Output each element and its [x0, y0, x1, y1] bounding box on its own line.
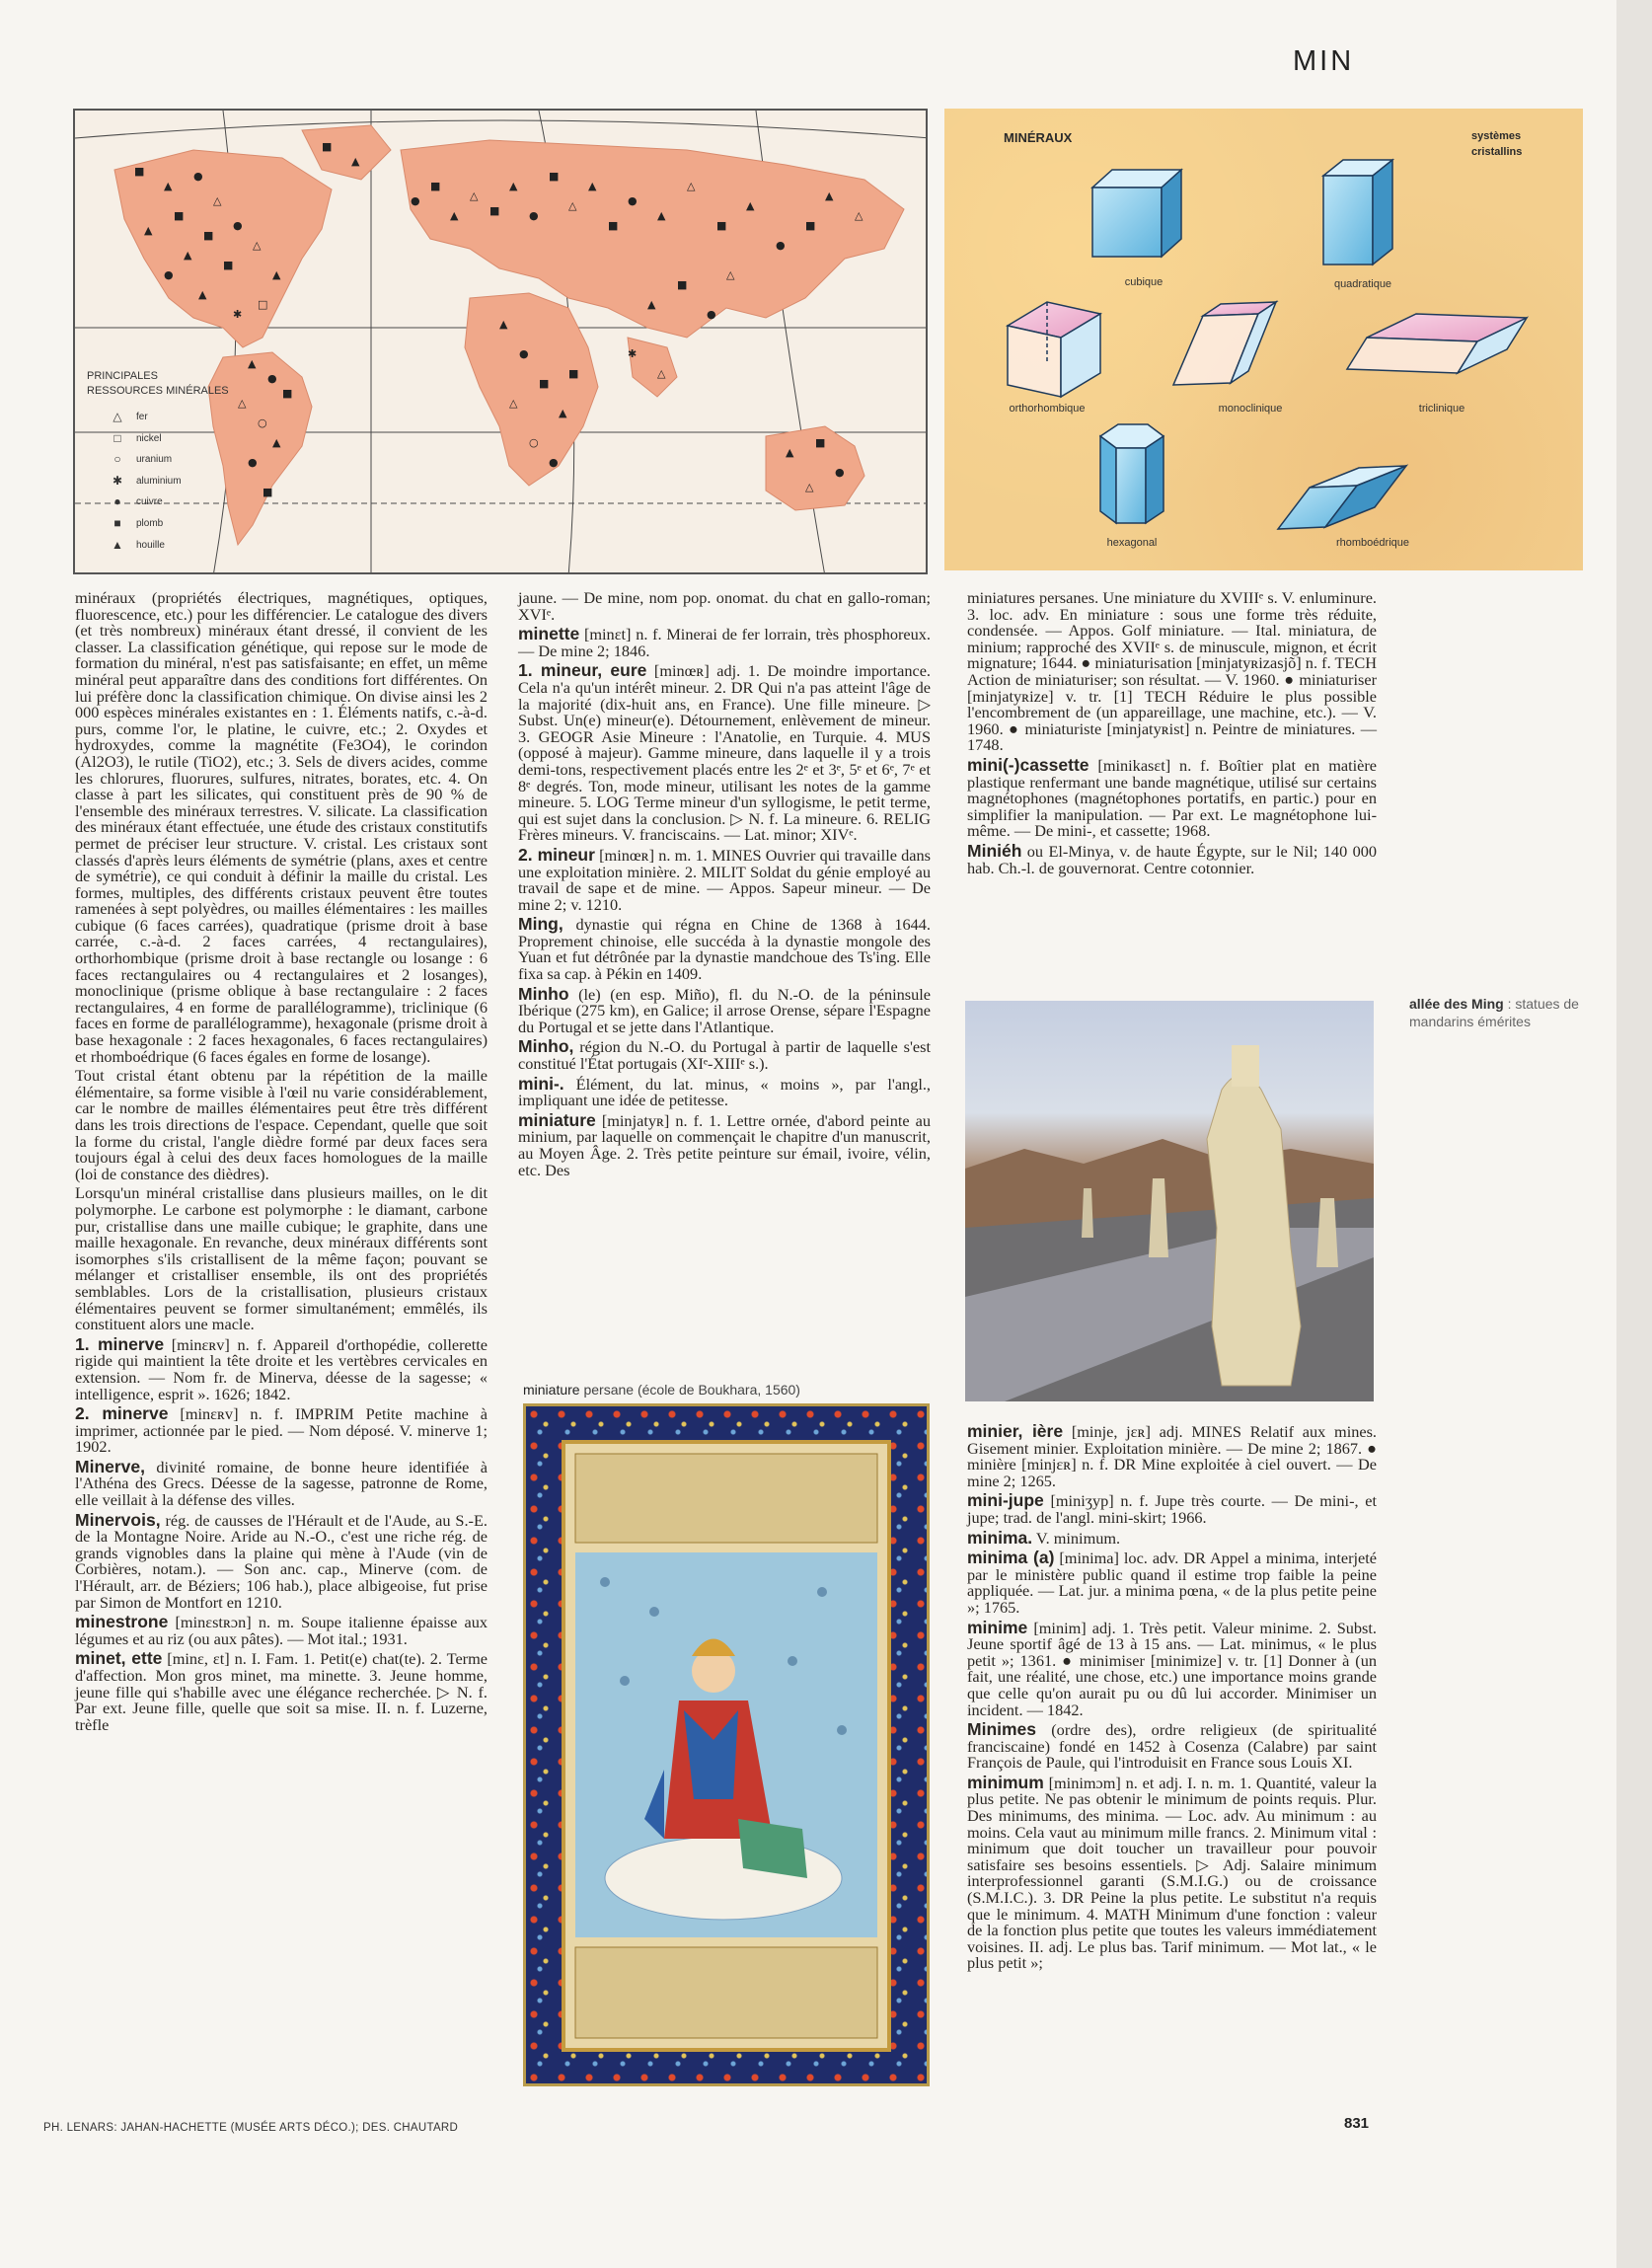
crystals-title: MINÉRAUX	[1004, 130, 1073, 145]
crystal-drawings	[944, 109, 1583, 570]
svg-text:▲: ▲	[248, 357, 257, 370]
page-edge-shadow	[1616, 0, 1652, 2268]
dictionary-entry	[518, 1073, 931, 1110]
legend-label: aluminium	[136, 475, 182, 487]
dictionary-entry	[967, 1423, 1377, 1489]
svg-text:△: △	[657, 367, 666, 380]
svg-text:●: ●	[707, 308, 716, 321]
headword: mini(-)cassette	[967, 754, 1089, 775]
dictionary-entry	[967, 590, 1377, 754]
lead-symbol-icon: ■	[113, 515, 121, 530]
miniature-figure	[565, 1444, 887, 2048]
dictionary-entry	[518, 626, 931, 659]
definition: [minɛʀv] n. f. Appareil d'orthopédie, collerette rigide qui maintient la tête droite et les vertèbres cervicales en extension. — Nom fr. de Minerva, déesse de la sagesse; « intelligence, esprit ». 1626; 1842.	[75, 1334, 488, 1403]
svg-text:△: △	[470, 189, 479, 202]
photo-credit: PH. LENARS: JAHAN-HACHETTE (MUSÉE ARTS DÉCO.); DES. CHAUTARD	[43, 2122, 459, 2134]
text-column-1	[75, 590, 488, 1736]
nickel-symbol-icon: □	[113, 430, 121, 445]
text-column-2	[518, 590, 931, 1181]
svg-text:●: ●	[193, 170, 203, 183]
dictionary-entry	[75, 1650, 488, 1733]
svg-text:▲: ▲	[450, 209, 459, 222]
svg-text:●: ●	[628, 194, 638, 207]
dictionary-entry	[518, 844, 931, 914]
dictionary-entry	[518, 1038, 931, 1072]
ming-photo-drawing	[965, 1001, 1374, 1401]
caption-monoclinique: monoclinique	[1218, 403, 1283, 415]
legend-label: nickel	[136, 432, 162, 444]
entry-list	[518, 590, 931, 1178]
headword: minimum	[967, 1772, 1044, 1792]
svg-text:△: △	[726, 268, 735, 281]
caption-rest: : statues de mandarins émérites	[1409, 996, 1579, 1029]
svg-text:△: △	[568, 199, 577, 212]
dictionary-entry	[75, 1405, 488, 1456]
dictionary-entry	[967, 1617, 1377, 1719]
crystals-subtitle-line2: cristallins	[1471, 146, 1523, 158]
dictionary-entry	[518, 1109, 931, 1179]
legend-item	[109, 471, 229, 492]
legend-label: fer	[136, 412, 148, 422]
headword: mini-jupe	[967, 1490, 1044, 1511]
dictionary-entry	[518, 662, 931, 844]
svg-text:●: ●	[835, 466, 845, 479]
definition: [minɛt] n. f. Minerai de fer lorrain, très phosphoreux. — De mine 2; 1846.	[518, 625, 931, 660]
svg-text:■: ■	[549, 170, 560, 183]
headword: 1. mineur, eure	[518, 660, 647, 681]
svg-text:■: ■	[677, 278, 688, 291]
page-number: 831	[1344, 2115, 1370, 2132]
svg-text:▲: ▲	[351, 155, 360, 168]
crystal-cubique	[1092, 170, 1181, 257]
crystal-hexagonal	[1100, 424, 1164, 523]
caption-orthorhombique: orthorhombique	[1009, 403, 1086, 415]
definition: région du N.-O. du Portugal à partir de laquelle s'est constitué l'État portugais (XIᵉ-XIIIᵉ s.).	[518, 1037, 931, 1074]
definition: [minje, jɛʀ] adj. MINES Relatif aux mines. Gisement minier. Exploitation minière. — De mine 2; 1867. ● minière [minjɛʀ] n. f. DR Mine exploitée à ciel ouvert. — De mine 2; 1265.	[967, 1422, 1377, 1490]
legend-item	[109, 428, 229, 450]
legend-title-line2: RESSOURCES MINÉRALES	[87, 385, 229, 397]
legend-label: houille	[136, 539, 165, 551]
dictionary-entry	[75, 1456, 488, 1510]
headword: Miniéh	[967, 840, 1022, 861]
svg-text:●: ●	[233, 219, 243, 232]
crystal-orthorhombique	[1008, 302, 1100, 397]
crystals-subtitle-line1: systèmes	[1471, 130, 1522, 142]
svg-text:●: ●	[248, 456, 258, 469]
running-head: MIN	[1293, 45, 1355, 77]
headword: minier, ière	[967, 1421, 1064, 1441]
definition: [miniʒyp] n. f. Jupe très courte. — De mini-, et jupe; trad. de l'angl. mini-skirt; 1966.	[967, 1491, 1377, 1527]
definition: [minima] loc. adv. DR Appel a minima, interjeté par le ministère public quand il estime trop faible la peine appliquée. — Lat. jur. a minima pœna, « de la plus petite peine »; 1765.	[967, 1549, 1377, 1617]
svg-text:○: ○	[529, 436, 539, 449]
legend-label: cuivre	[136, 496, 163, 508]
svg-text:●: ●	[549, 456, 559, 469]
headword: Minerve,	[75, 1456, 145, 1476]
headword: Minho,	[518, 1036, 574, 1057]
headword: 2. minerve	[75, 1403, 169, 1424]
definition: [minœʀ] n. m. 1. MINES Ouvrier qui travaille dans une exploitation minière. 2. MILIT Soldat du génie employé au travail de sape et de mine. — Appos. Sapeur mineur. — De mine 2; v. 1210.	[518, 845, 931, 914]
definition: V. minimum.	[1032, 1528, 1121, 1548]
caption-bold: miniature	[523, 1382, 580, 1398]
dictionary-entry	[75, 1614, 488, 1647]
definition: rég. de causses de l'Hérault et de l'Aude, au S.-E. de la Montagne Noire. Aride au N.-O., c'est une riche rég. de grands vignobles dans la plaine qui mène à l'Aude (vin de Corbières, notam.). — Son anc. cap., Minerve (com. de l'Hérault, arr. de Béziers; 106 hab.), place albigeoise, fut prise par Simon de Montfort en 1210.	[75, 1510, 488, 1612]
caption-hexagonal: hexagonal	[1106, 537, 1158, 549]
definition: jaune. — De mine, nom pop. onomat. du chat en gallo-roman; XVIᵉ.	[518, 588, 931, 624]
definition: [minikasɛt] n. f. Boîtier plat en matière plastique renfermant une bande magnétique, utilisé sur certains magnétophones (magnétophones portatifs, en partic.) pour en simplifier la manipulation. — Par ext. Le magnétophone lui-même. — De mini-, et cassette; 1968.	[967, 755, 1377, 841]
headword: minima (a)	[967, 1548, 1055, 1568]
dictionary-entry	[518, 916, 931, 982]
headword: mini-.	[518, 1073, 564, 1094]
svg-text:■: ■	[805, 219, 816, 232]
svg-text:■: ■	[322, 140, 333, 153]
headword: minette	[518, 624, 580, 644]
svg-text:▲: ▲	[499, 318, 508, 331]
entry-list	[967, 590, 1377, 876]
svg-text:△: △	[213, 194, 222, 207]
svg-text:■: ■	[134, 165, 145, 178]
svg-text:▲: ▲	[198, 288, 207, 301]
persian-miniature-image	[523, 1403, 930, 2086]
svg-text:▲: ▲	[272, 268, 281, 281]
dictionary-entry	[518, 590, 931, 623]
svg-text:▲: ▲	[825, 189, 834, 202]
headword: 1. minerve	[75, 1333, 165, 1354]
svg-text:△: △	[855, 209, 864, 222]
svg-text:■: ■	[568, 367, 579, 380]
caption-rhomboedrique: rhomboédrique	[1336, 537, 1409, 549]
svg-text:●: ●	[529, 209, 539, 222]
crystal-triclinique	[1347, 314, 1527, 373]
svg-text:▲: ▲	[647, 298, 656, 311]
svg-text:●: ●	[267, 372, 277, 385]
svg-text:●: ●	[164, 268, 174, 281]
uranium-symbol-icon: ○	[113, 452, 121, 467]
dictionary-entry	[967, 1492, 1377, 1526]
headword: miniature	[518, 1109, 596, 1130]
paragraph: minéraux (propriétés électriques, magnétiques, optiques, fluorescence, etc.) pour les différencier. Le catalogue des divers (et très nombreux) minéraux étant dressé, il convient de les classer. La classification génétique, qui repose sur le mode de formation du minéral, n'est pas satisfaisante; en effet, un même minéral peut apparaître dans des conditions fort différentes. On lui préfère donc la classification chimique. On divise ainsi les 2 000 espèces minérales existantes en : 1. Éléments natifs, c.-à-d. purs, comme l'or, le platine, le cuivre, etc.; 2. Oxydes et hydroxydes, comme la magnétite (Fe3O4), le corindon (Al2O3), le rutile (TiO2), etc.; 3. Sels de divers acides, comme les chlorures, fluorures, sulfures, nitrates, borates, etc. 4. On classe à part les silicates, qui constituent près de 90 % de l'ensemble des minéraux terrestres. V. silicate. La classification des minéraux étant effectuée, une étude des cristaux constitutifs permet de préciser leur structure. V. cristal. Les cristaux sont classés d'après leurs éléments de symétrie (plans, axes et centre de symétrie), ce qui conduit à définir la maille du cristal. Les formes, multiples, des différents cristaux peuvent être toutes ramenées à sept polyèdres, ou mailles élémentaires : les mailles cubique (6 faces carrées), quadratique (prisme droit à base carrée, c.-à-d. 2 faces carrées, 4 rectangulaires), orthorhombique (prisme droit à base rectangle ou losange : 6 faces rectangulaires ou 4 rectangulaires et 2 losanges), monoclinique (prisme oblique à base rectangulaire : 2 faces rectangulaires, 4 en forme de parallélogramme), triclinique (6 faces en forme de parallélogramme), hexagonale (prisme droit à base hexagonale : 2 faces hexagonales, 6 faces rectangulaires) et rhomboédrique (6 faces égales en forme de losange).	[75, 588, 488, 1066]
headword: minestrone	[75, 1612, 169, 1632]
definition: dynastie qui régna en Chine de 1368 à 1644. Proprement chinoise, elle succéda à la dynastie mongole des Yuan et fut détrônée par la dynastie mandchoue des Ts'ing. Elle fixa sa cap. à Pékin en 1409.	[518, 915, 931, 984]
entry-list	[75, 1333, 488, 1734]
svg-text:▲: ▲	[509, 180, 518, 192]
crystal-quadratique	[1323, 160, 1392, 265]
dictionary-entry	[967, 1721, 1377, 1772]
definition: divinité romaine, de bonne heure identifiée à l'Athéna des Grecs. Déesse de la sagesse, patronne de Rome, elle veillait à la défense des villes.	[75, 1457, 488, 1510]
definition: (le) (en esp. Miño), fl. du N.-O. de la péninsule Ibérique (275 km), en Galice; il arrose Orense, sépare l'Espagne du Portugal et se jette dans l'Atlantique.	[518, 984, 931, 1036]
paragraph: Tout cristal étant obtenu par la répétition de la maille élémentaire, sa forme visible à l'œil nu varie considérablement, car le nombre de mailles élémentaires peut être très différent dans les trois directions de l'espace. Cependant, quelle que soit la forme du cristal, l'angle dièdre formé par deux faces sera toujours égal à celui des deux faces homologues de la maille (loi de constance des dièdres).	[75, 1066, 488, 1183]
legend-label: plomb	[136, 517, 164, 529]
caption-cubique: cubique	[1124, 276, 1164, 288]
headword: minima.	[967, 1527, 1033, 1548]
svg-text:▲: ▲	[786, 446, 794, 459]
mineral-resources-map	[73, 109, 928, 574]
svg-text:■: ■	[430, 180, 441, 192]
svg-text:○: ○	[258, 416, 267, 429]
headword: minime	[967, 1617, 1028, 1637]
definition: ou El-Minya, v. de haute Égypte, sur le Nil; 140 000 hab. Ch.-l. de gouvernorat. Centre cotonnier.	[967, 841, 1377, 877]
svg-text:△: △	[687, 180, 696, 192]
svg-text:●: ●	[411, 194, 420, 207]
svg-text:■: ■	[203, 229, 214, 242]
definition: [minɛ, ɛt] n. I. Fam. 1. Petit(e) chat(te). 2. Terme d'affection. Mon gros minet, ma minette. 3. Jeune homme, jeune fille qui s'habille avec une élégance recherchée. ▷ N. f. Par ext. Jeune fille, quelle que soit sa mise. II. n. f. Luzerne, trèfle	[75, 1649, 488, 1734]
svg-text:✱: ✱	[628, 347, 638, 360]
svg-text:▲: ▲	[164, 180, 173, 192]
crystal-rhomboedrique	[1278, 466, 1406, 529]
headword: Ming,	[518, 914, 563, 935]
dictionary-entry	[518, 983, 931, 1036]
caption-quadratique: quadratique	[1333, 278, 1392, 290]
legend-item	[109, 407, 229, 428]
svg-text:▲: ▲	[746, 199, 755, 212]
svg-text:●: ●	[776, 239, 786, 252]
svg-text:■: ■	[174, 209, 185, 222]
svg-text:□: □	[258, 298, 268, 311]
iron-symbol-icon: △	[113, 410, 122, 423]
caption-triclinique: triclinique	[1418, 403, 1465, 415]
legend-label: uranium	[136, 454, 173, 466]
dictionary-entry	[75, 1333, 488, 1403]
svg-text:■: ■	[608, 219, 619, 232]
headword: 2. mineur	[518, 844, 595, 865]
svg-text:●: ●	[519, 347, 529, 360]
legend-list	[109, 407, 229, 556]
svg-text:■: ■	[282, 387, 293, 400]
svg-text:▲: ▲	[657, 209, 666, 222]
definition: [minimɔm] n. et adj. I. n. m. 1. Quantité, valeur la plus petite. Ne pas obtenir le minimum de points requis. Plur. Des minimums, des minima. — Loc. adv. Au minimum : au moins. Cela vaut au minimum mille francs. 2. Minimum vital : minimum que doit toucher un travailleur pour pouvoir satisfaire ses besoins essentiels. ▷ Adj. Salaire minimum interprofessionnel garanti (S.M.I.G.) ou de croissance (S.M.I.C.). 3. DR Peine la plus petite. Le substitut n'a requis que le minimum. 4. MATH Minimum d'une fonction : valeur de la fonction plus petite que toutes les valeurs immédiatement voisines. II. adj. Le plus bas. Tarif minimum. — Mot lat., « le plus petit »;	[967, 1773, 1377, 1973]
svg-text:■: ■	[263, 486, 273, 498]
entry-list	[967, 1423, 1377, 1972]
dictionary-entry	[967, 1772, 1377, 1973]
svg-text:■: ■	[489, 204, 500, 217]
legend-item	[109, 535, 229, 557]
crystal-systems-illustration	[944, 109, 1583, 570]
caption-rest: persane (école de Boukhara, 1560)	[579, 1382, 800, 1398]
miniature-caption	[523, 1382, 938, 1398]
svg-text:△: △	[238, 397, 247, 410]
dictionary-entry	[75, 1509, 488, 1612]
copper-symbol-icon: ●	[113, 494, 121, 509]
text-column-3-top	[967, 590, 1377, 879]
definition: miniatures persanes. Une miniature du XVIIIᵉ s. V. enluminure. 3. loc. adv. En miniature : sous une forme très réduite, condensée. — Appos. Golf miniature. — Ital. miniatura, de minium; rapproché des XVIIᵉ s. de minuscule, mignon, et écrit mignature; 1644. ● miniaturisation [minjatyʀizasjõ] n. f. TECH Action de miniaturiser; son résultat. — V. 1960. ● miniaturiser [minjatyʀize] v. tr. [1] TECH Réduire le plus possible l'encombrement de (un appareillage, une machine, etc.). — V. 1960. ● miniaturiste [minjatyʀist] n. Peintre de miniatures. — 1748.	[967, 588, 1377, 755]
aluminium-symbol-icon: ✱	[112, 473, 123, 488]
text-column-3-bottom	[967, 1423, 1377, 1975]
svg-text:△: △	[509, 397, 518, 410]
definition: [minɛstʀɔn] n. m. Soupe italienne épaisse aux légumes et au riz (ou aux pâtes). — Mot ital.; 1931.	[75, 1613, 488, 1648]
headword: Minervois,	[75, 1509, 161, 1530]
definition: (ordre des), ordre religieux (de spiritualité franciscaine) fondé en 1452 à Cosenza (Calabre) par saint François de Paule, qui l'introduisit en France sous Louis XI.	[967, 1720, 1377, 1773]
definition: [minim] adj. 1. Très petit. Valeur minime. 2. Subst. Jeune sportif âgé de 13 à 15 ans. — Lat. minimus, « le plus petit »; 1361. ● minimiser [minimize] v. tr. [1] Donner à (un fait, une réalité, une chose, etc.) une importance moins grande que celle qu'on aurait pu ou dû lui accorder. Minimiser un incident. — 1842.	[967, 1618, 1377, 1719]
dictionary-entry	[967, 1550, 1377, 1616]
headword: minet, ette	[75, 1648, 163, 1669]
svg-text:✱: ✱	[233, 308, 243, 321]
definition: [minɛʀv] n. f. IMPRIM Petite machine à imprimer, actionnée par le pied. — Nom déposé. V. minerve 1; 1902.	[75, 1404, 488, 1457]
svg-text:■: ■	[716, 219, 727, 232]
headword: Minimes	[967, 1719, 1037, 1740]
dictionary-entry	[967, 1527, 1377, 1548]
definition: Élément, du lat. minus, « moins », par l'angl., impliquant une idée de petitesse.	[518, 1074, 931, 1110]
dictionary-entry	[967, 840, 1377, 877]
coal-symbol-icon: ▲	[112, 537, 123, 552]
definition: [minœʀ] adj. 1. De moindre importance. Cela n'a qu'un intérêt mineur. 2. DR Qui n'a pas atteint l'âge de la majorité (dix-huit ans, en France). Une fille mineure. ▷ Subst. Un(e) mineur(e). Détournement, enlèvement de mineur. 3. GEOGR Asie Mineure : l'Anatolie, en Turquie. 4. MUS (opposé à majeur). Gamme mineure, dans laquelle il y a trois demi-tons, respectivement placés entre les 2ᵉ et 3ᵉ, 5ᵉ et 6ᵉ, 7ᵉ et 8ᵉ degrés. Ton, mode mineur, utilisant les notes de la gamme mineure. 5. LOG Terme mineur d'un syllogisme, le petit terme, qui est sujet dans la conclusion. ▷ N. f. La mineure. 6. RELIG Frères mineurs. V. franciscains. — Lat. minor; XIVᵉ.	[518, 661, 931, 845]
legend-item	[109, 449, 229, 471]
svg-text:■: ■	[539, 377, 550, 390]
miniature-panel	[562, 1440, 891, 2052]
paragraph: Lorsqu'un minéral cristallise dans plusieurs mailles, on le dit polymorphe. Le carbone est polymorphe : le diamant, carbone pur, cristallise dans une maille cubique; le graphite, dans une maille hexagonale. En revanche, deux minéraux différents sont isomorphes s'ils cristallisent de la même façon; pouvant se mélanger et cristalliser ensemble, ils ont des propriétés semblables. Lors de la cristallisation, plusieurs cristaux élémentaires peuvent se former simultanément; emmêlés, ils constituent alors une macle.	[75, 1183, 488, 1334]
svg-text:■: ■	[223, 259, 234, 271]
svg-text:▲: ▲	[559, 407, 567, 419]
svg-text:▲: ▲	[144, 224, 153, 237]
crystal-monoclinique	[1173, 302, 1276, 385]
svg-text:▲: ▲	[272, 436, 281, 449]
legend-item	[109, 491, 229, 513]
svg-text:△: △	[253, 239, 262, 252]
dictionary-entry	[967, 754, 1377, 841]
svg-text:△: △	[805, 481, 814, 493]
legend-item	[109, 513, 229, 535]
ming-statues-photo	[965, 1001, 1374, 1401]
definition: [minjatyʀ] n. f. 1. Lettre ornée, d'abord peinte au minium, par laquelle on commençait le chapitre d'un manuscrit, au Moyen Âge. 2. Très petite peinture sur émail, ivoire, vélin, etc. Des	[518, 1110, 931, 1179]
legend-title-line1: PRINCIPALES	[87, 370, 158, 382]
headword: Minho	[518, 983, 569, 1004]
map-legend	[87, 369, 229, 556]
svg-text:▲: ▲	[184, 249, 192, 262]
svg-text:■: ■	[815, 436, 826, 449]
ming-photo-caption	[1409, 995, 1597, 1030]
svg-text:▲: ▲	[588, 180, 597, 192]
caption-bold: allée des Ming	[1409, 996, 1504, 1012]
